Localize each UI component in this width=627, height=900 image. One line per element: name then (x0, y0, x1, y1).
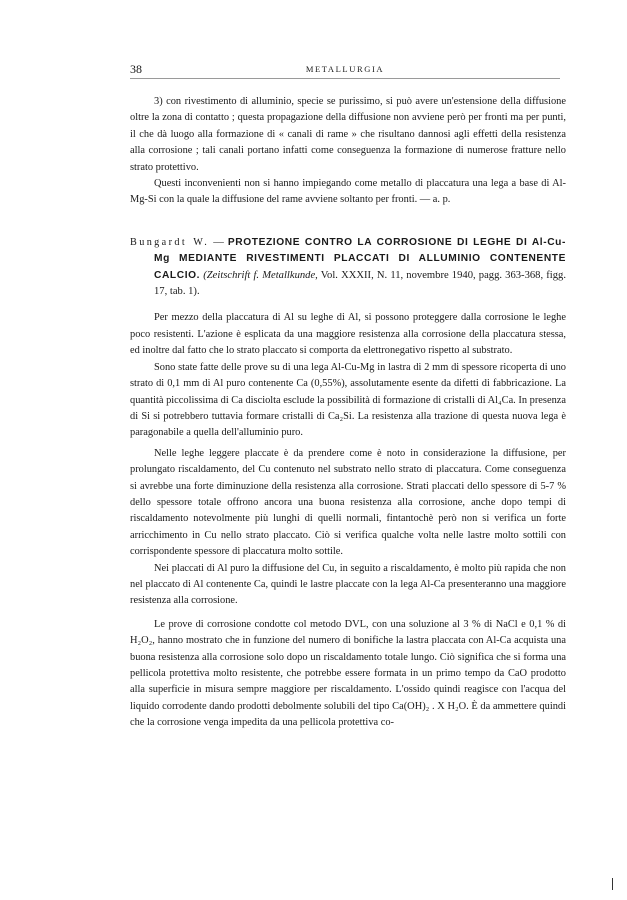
abstract-paragraph: Nei placcati di Al puro la diffusione del Cu, in seguito a riscaldamento, è molto più rapida che non nel placcato di Al contenente Ca, quindi le lastre placcate con la lega Al-Ca presenteranno una maggiore resistenza alla corrosione. (130, 562, 566, 607)
reference-details: Vol. XXXII, N. 11, novembre 1940, pagg. 363-368, figg. 17, tab. 1). (154, 269, 566, 298)
running-title: METALLURGIA (305, 64, 385, 74)
abstract-paragraph: Le prove di corrosione condotte col metodo DVL, con una soluzione al 3 % di NaCl e 0,1 % di H₂O₂, hanno mostrato che in funzione del numero di bonifiche la lastra placcata con Al-Ca acquista una buona resistenza alla corrosione solo dopo un riscaldamento totale lungo. Ciò significa che si forma una pellicola protettiva molto resistente, che potrebbe essere formata in un primo tempo da CaO prodotto alla superficie in misura sempre maggiore per riscaldamento. L'ossido quindi reagisce con l'acqua del liquido corrodente dando prodotti debolmente solubili del tipo Ca(OH)₂ . X H₂O. È da ammettere quindi che la corrosione venga impedita da una pellicola protettiva co- (130, 618, 566, 729)
reference-title: PROTEZIONE CONTRO LA CORROSIONE DI LEGHE DI Al-Cu-Mg MEDIANTE RIVESTIMENTI PLACCATI DI ALLUMINIO CONTENENTE CALCIO. (154, 236, 567, 281)
abstract-paragraph: Sono state fatte delle prove su di una lega Al-Cu-Mg in lastra di 2 mm di spessore ricoperta di uno strato di 0,1 mm di Al puro contenente Ca (0,55%), assolutamente esente da difetti di fabbricazione. La quantità piccolissima di Ca disciolta esclude la possibilità di formazione di cristalli di Al₄Ca. In presenza di Si si potrebbero tuttavia formare cristalli di Ca₂Si. La resistenza alla trazione di questa nuova lega è paragonabile a quella dell'alluminio puro. (130, 361, 566, 439)
abstract-paragraph: Nelle leghe leggere placcate è da prendere come è noto in considerazione la diffusione, per prolungato riscaldamento, del Cu contenuto nel substrato nello strato di placcatura. Come conseguenza si avrebbe una forte diminuzione della resistenza alla corrosione. Strati placcati dello spessore di 5-7 % dello spessore totale offrono ancora una buona resistenza alla corrosione, anche dopo tempi di riscaldamento notevolmente più lunghi di quelli normali, fintantochè però non si verifica un forte arricchimento in Cu nello strato placcato. Ciò si verifica qualche volta nelle lastre molto sottili con corrispondente spessore di placcatura molto sottile. (130, 447, 566, 558)
reference-dash: — (209, 236, 228, 248)
previous-abstract-paragraph: Questi inconvenienti non si hanno impiegando come metallo di placcatura una lega a base di Al-Mg-Si con la quale la diffusione del rame avviene soltanto per fronti. — a. p. (130, 178, 566, 206)
reference-source: (Zeitschrift f. Metallkunde, (203, 269, 318, 281)
scan-edge-mark (612, 878, 613, 890)
reference-author: Bungardt W. (130, 236, 210, 248)
previous-abstract-paragraph: 3) con rivestimento di alluminio, specie se purissimo, si può avere un'estensione della diffusione oltre la zona di contatto ; questa propagazione della diffusione non avviene però per fronti ma per punti, il che dà luogo alla formazione di « canali di rame » che risultano dannosi agli effetti della resistenza alla corrosione ; tali canali portano infatti come conseguenza la formazione di numerose fratture nello strato protettivo. (130, 96, 566, 173)
page-header (130, 62, 560, 79)
page-body (130, 94, 566, 732)
bibliographic-reference (130, 235, 566, 301)
abstract-paragraph: Per mezzo della placcatura di Al su leghe di Al, si possono proteggere dalla corrosione le leghe poco resistenti. L'azione è esplicata da una maggiore resistenza alla corrosione della placcatura stessa, ed inoltre dal fatto che lo strato placcato si comporta da elettronegativo rispetto al substrato. (130, 312, 566, 357)
page-number: 38 (130, 62, 142, 76)
